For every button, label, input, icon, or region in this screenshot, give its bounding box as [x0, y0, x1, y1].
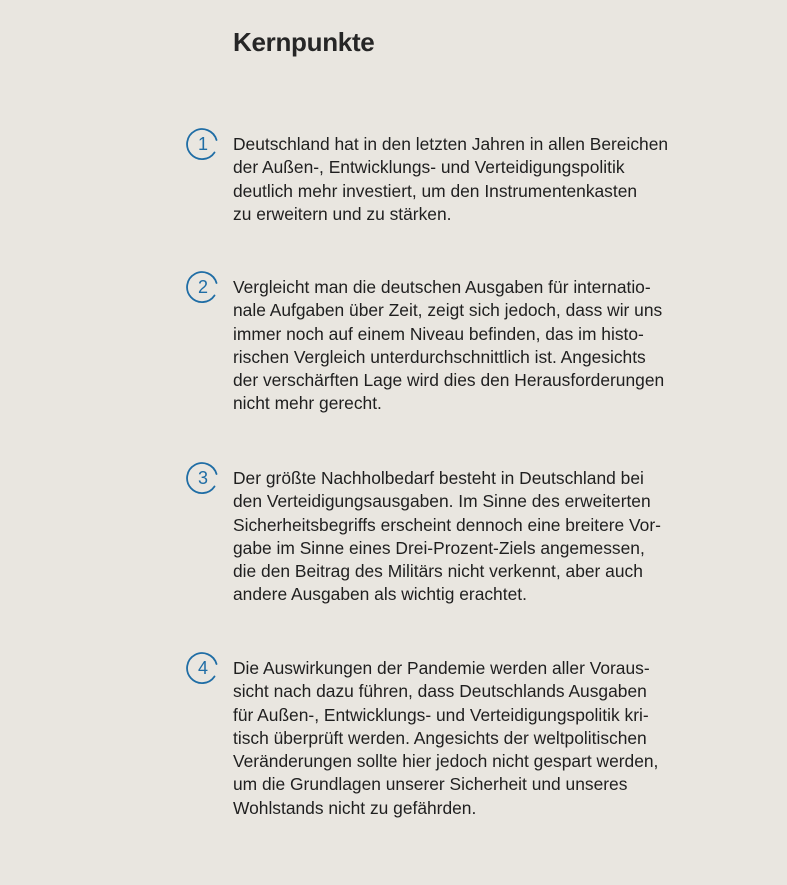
- point-number: 1: [197, 134, 208, 154]
- text-line: Vergleicht man die deutschen Ausgaben für internatio-: [233, 277, 651, 297]
- point-text: [233, 276, 703, 416]
- text-line: Die Auswirkungen der Pandemie werden aller Voraus-: [233, 658, 650, 678]
- point-text: [233, 657, 703, 820]
- text-line: rischen Vergleich unterdurchschnittlich ist. Angesichts: [233, 346, 646, 367]
- text-line: den Verteidigungsausgaben. Im Sinne des erweiterten: [233, 491, 651, 512]
- number-badge-icon: [185, 461, 221, 497]
- text-line: Sicherheitsbegriffs erscheint dennoch eine breitere Vor-: [233, 514, 661, 535]
- point-text: [233, 467, 703, 607]
- text-line: Der größte Nachholbedarf besteht in Deutschland bei: [233, 468, 644, 488]
- text-line: die den Beitrag des Militärs nicht verkennt, aber auch: [233, 561, 643, 582]
- text-line: sicht nach dazu führen, dass Deutschlands Ausgaben: [233, 681, 647, 702]
- point-number: 4: [197, 658, 208, 678]
- text-line: für Außen-, Entwicklungs- und Verteidigungspolitik kri-: [233, 704, 649, 725]
- text-line: der Außen-, Entwicklungs- und Verteidigungspolitik: [233, 157, 625, 178]
- number-badge-icon: [185, 270, 221, 306]
- text-line: zu erweitern und zu stärken.: [233, 203, 452, 224]
- text-line: Deutschland hat in den letzten Jahren in allen Bereichen: [233, 134, 669, 154]
- point-number: 3: [197, 468, 208, 488]
- text-line: nicht mehr gerecht.: [233, 393, 382, 414]
- text-line: Veränderungen sollte hier jedoch nicht gespart werden,: [233, 751, 659, 772]
- text-line: deutlich mehr investiert, um den Instrumentenkasten: [233, 180, 638, 201]
- text-line: immer noch auf einem Niveau befinden, das im histo-: [233, 323, 644, 344]
- text-line: tisch überprüft werden. Angesichts der weltpolitischen: [233, 727, 647, 748]
- text-line: um die Grundlagen unserer Sicherheit und unseres: [233, 774, 628, 795]
- point-text: [233, 133, 703, 226]
- text-line: gabe im Sinne eines Drei-Prozent-Ziels angemessen,: [233, 537, 645, 558]
- number-badge-icon: [185, 127, 221, 163]
- page-title: Kernpunkte: [233, 27, 375, 57]
- text-line: nale Aufgaben über Zeit, zeigt sich jedoch, dass wir uns: [233, 300, 663, 321]
- point-number: 2: [197, 277, 208, 297]
- number-badge-icon: [185, 651, 221, 687]
- text-line: der verschärften Lage wird dies den Herausforderungen: [233, 370, 665, 391]
- text-line: andere Ausgaben als wichtig erachtet.: [233, 584, 527, 605]
- text-line: Wohlstands nicht zu gefährden.: [233, 797, 477, 818]
